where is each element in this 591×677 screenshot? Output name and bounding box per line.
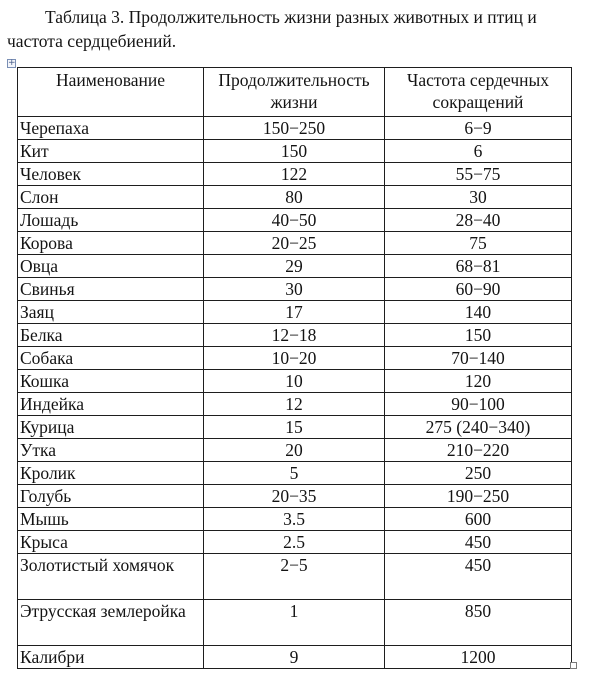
caption-line-2: частота сердцебиений. [7,31,177,51]
cell-animal-name: Кролик [18,462,204,485]
table-row [18,554,572,600]
table-body [18,117,572,669]
table-row [18,117,572,140]
cell-lifespan: 12 [204,393,385,416]
cell-animal-name: Крыса [18,531,204,554]
cell-lifespan: 12−18 [204,324,385,347]
cell-lifespan: 40−50 [204,209,385,232]
cell-lifespan: 10 [204,370,385,393]
table-row [18,209,572,232]
table-header-row [18,68,572,117]
header-lifespan: Продолжительность жизни [204,68,385,117]
cell-lifespan: 9 [204,646,385,669]
cell-animal-name: Курица [18,416,204,439]
cell-lifespan: 15 [204,416,385,439]
table-row [18,255,572,278]
table-row [18,508,572,531]
cell-animal-name: Мышь [18,508,204,531]
cell-heart-rate: 120 [385,370,572,393]
cell-lifespan: 20−25 [204,232,385,255]
cell-lifespan: 10−20 [204,347,385,370]
cell-lifespan: 20−35 [204,485,385,508]
cell-animal-name: Человек [18,163,204,186]
cell-heart-rate: 1200 [385,646,572,669]
cell-heart-rate: 250 [385,462,572,485]
move-handle-icon[interactable]: + [8,58,16,68]
cell-animal-name: Золотистый хомячок [18,554,204,600]
cell-animal-name: Собака [18,347,204,370]
cell-heart-rate: 275 (240−340) [385,416,572,439]
cell-animal-name: Этрусская землеройка [18,600,204,646]
cell-lifespan: 29 [204,255,385,278]
cell-lifespan: 2−5 [204,554,385,600]
cell-heart-rate: 6 [385,140,572,163]
cell-heart-rate: 30 [385,186,572,209]
table-row [18,600,572,646]
table-row [18,462,572,485]
cell-heart-rate: 190−250 [385,485,572,508]
cell-animal-name: Свинья [18,278,204,301]
table-row [18,531,572,554]
cell-heart-rate: 68−81 [385,255,572,278]
table-row [18,393,572,416]
table-row [18,324,572,347]
cell-heart-rate: 450 [385,531,572,554]
cell-heart-rate: 6−9 [385,117,572,140]
cell-animal-name: Утка [18,439,204,462]
table-row [18,646,572,669]
table-row [18,163,572,186]
table-row [18,140,572,163]
cell-animal-name: Лошадь [18,209,204,232]
table-row [18,278,572,301]
cell-lifespan: 5 [204,462,385,485]
cell-animal-name: Кошка [18,370,204,393]
cell-animal-name: Слон [18,186,204,209]
lifespan-heart-rate-table [17,67,572,669]
cell-lifespan: 150 [204,140,385,163]
cell-lifespan: 20 [204,439,385,462]
cell-animal-name: Калибри [18,646,204,669]
cell-lifespan: 122 [204,163,385,186]
header-name: Наименование [18,68,204,117]
cell-heart-rate: 210−220 [385,439,572,462]
cell-animal-name: Корова [18,232,204,255]
table-caption [7,5,591,53]
cell-heart-rate: 150 [385,324,572,347]
table-row [18,232,572,255]
resize-handle-icon[interactable] [570,662,577,669]
cell-animal-name: Белка [18,324,204,347]
cell-animal-name: Заяц [18,301,204,324]
cell-lifespan: 3.5 [204,508,385,531]
cell-lifespan: 2.5 [204,531,385,554]
cell-animal-name: Кит [18,140,204,163]
table-row [18,186,572,209]
cell-heart-rate: 600 [385,508,572,531]
cell-heart-rate: 90−100 [385,393,572,416]
table-row [18,347,572,370]
cell-heart-rate: 70−140 [385,347,572,370]
cell-animal-name: Овца [18,255,204,278]
cell-heart-rate: 850 [385,600,572,646]
cell-animal-name: Черепаха [18,117,204,140]
table-row [18,416,572,439]
table-row [18,301,572,324]
cell-heart-rate: 450 [385,554,572,600]
cell-lifespan: 17 [204,301,385,324]
table-row [18,485,572,508]
cell-lifespan: 1 [204,600,385,646]
cell-animal-name: Индейка [18,393,204,416]
header-heart-rate: Частота сердечных сокращений [385,68,572,117]
table-row [18,370,572,393]
cell-animal-name: Голубь [18,485,204,508]
cell-heart-rate: 60−90 [385,278,572,301]
cell-heart-rate: 140 [385,301,572,324]
cell-heart-rate: 75 [385,232,572,255]
cell-lifespan: 30 [204,278,385,301]
cell-lifespan: 80 [204,186,385,209]
cell-lifespan: 150−250 [204,117,385,140]
cell-heart-rate: 28−40 [385,209,572,232]
table-row [18,439,572,462]
cell-heart-rate: 55−75 [385,163,572,186]
caption-line-1: Таблица 3. Продолжительность жизни разных животных и птиц и [45,7,537,27]
